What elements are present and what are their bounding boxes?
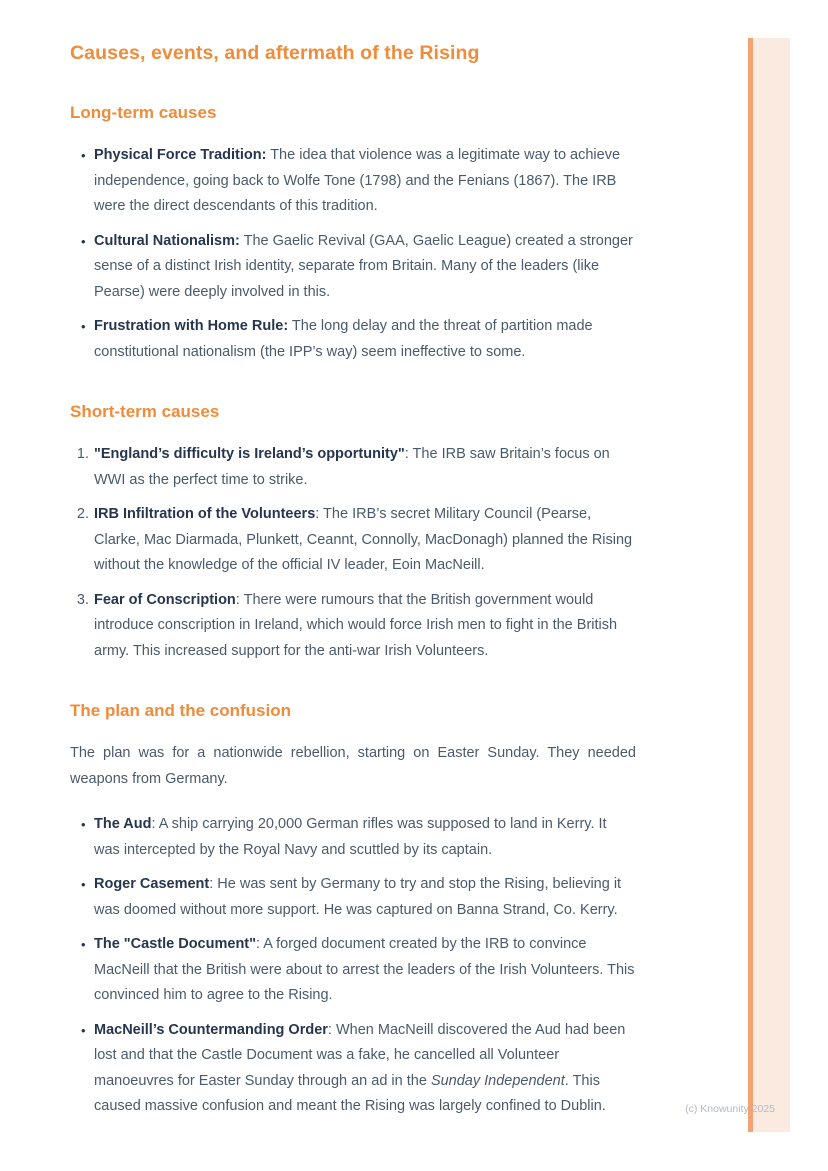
page-title: Causes, events, and aftermath of the Rising xyxy=(70,42,480,64)
list-item xyxy=(70,588,636,665)
list-item xyxy=(70,872,636,923)
bullet-marker: • xyxy=(81,937,86,952)
list-item-text: The Aud: A ship carrying 20,000 German rifles was supposed to land in Kerry. It was intercepted by the Royal Navy and scuttled by its captain. xyxy=(94,816,607,858)
bullet-marker: • xyxy=(81,817,86,832)
item-number: 3. xyxy=(76,591,89,608)
list-item xyxy=(70,812,636,863)
page-content xyxy=(70,0,636,1120)
list-item xyxy=(70,143,636,220)
section-heading: Short-term causes xyxy=(70,402,220,421)
item-number: 2. xyxy=(76,506,89,522)
list-item-text: Roger Casement: He was sent by Germany to try and stop the Rising, believing it was doomed without more support. He was captured on Banna Strand, Co. Kerry. xyxy=(94,876,622,918)
bullet-marker: • xyxy=(81,233,86,249)
list-item xyxy=(70,229,636,306)
bullet-list xyxy=(70,812,636,1120)
list-item xyxy=(70,442,636,493)
bullet-marker: • xyxy=(81,877,86,892)
list-item xyxy=(70,1018,636,1120)
section-heading: Long-term causes xyxy=(70,103,217,122)
copyright-notice: (c) Knowunity 2025 xyxy=(685,1103,775,1115)
list-item-text: The "Castle Document": A forged document created by the IRB to convince MacNeill that the British were about to arrest the leaders of the Irish Volunteers. This convinced him to agree to the Rising. xyxy=(94,936,635,1003)
bullet-marker: • xyxy=(81,148,86,163)
list-item-text: Fear of Conscription: There were rumours that the British government would introduce conscription in Ireland, which would force Irish men to fight in the British army. This increased support for the anti-war Irish Volunteers. xyxy=(94,591,618,659)
list-item xyxy=(70,314,636,365)
bullet-marker: • xyxy=(81,1022,86,1038)
list-item xyxy=(70,502,636,579)
item-number: 1. xyxy=(76,446,89,462)
content-sections xyxy=(70,102,636,1120)
list-item-text: "England’s difficulty is Ireland’s opportunity": The IRB saw Britain’s focus on WWI as the perfect time to strike. xyxy=(94,446,610,488)
list-item-text: IRB Infiltration of the Volunteers: The IRB’s secret Military Council (Pearse, Clarke, Mac Diarmada, Plunkett, Ceannt, Connolly, MacDonagh) planned the Rising without the knowledge of the official IV leader, Eoin MacNeill. xyxy=(94,506,633,573)
list-item-text: Frustration with Home Rule: The long delay and the threat of partition made constitutional nationalism (the IPP’s way) seem ineffective to some. xyxy=(94,318,593,360)
list-item xyxy=(70,932,636,1009)
section-intro: The plan was for a nationwide rebellion, starting on Easter Sunday. They needed weapons from Germany. xyxy=(70,745,636,787)
list-item-text: MacNeill’s Countermanding Order: When MacNeill discovered the Aud had been lost and that the Castle Document was a fake, he cancelled all Volunteer manoeuvres for Easter Sunday through an ad in the Sunday Independent. This caused massive confusion and meant the Rising was largely confined to Dublin. xyxy=(94,1021,626,1114)
bullet-marker: • xyxy=(81,319,86,334)
bullet-list xyxy=(70,143,636,365)
list-item-text: Cultural Nationalism: The Gaelic Revival (GAA, Gaelic League) created a stronger sense of a distinct Irish identity, separate from Britain. Many of the leaders (like Pearse) were deeply involved in this. xyxy=(94,232,633,300)
list-item-text: Physical Force Tradition: The idea that violence was a legitimate way to achieve independence, going back to Wolfe Tone (1798) and the Fenians (1867). The IRB were the direct descendants of this tradition. xyxy=(94,147,621,214)
page-accent-bar xyxy=(748,38,790,1132)
section-heading: The plan and the confusion xyxy=(70,701,291,720)
numbered-list xyxy=(70,442,636,664)
